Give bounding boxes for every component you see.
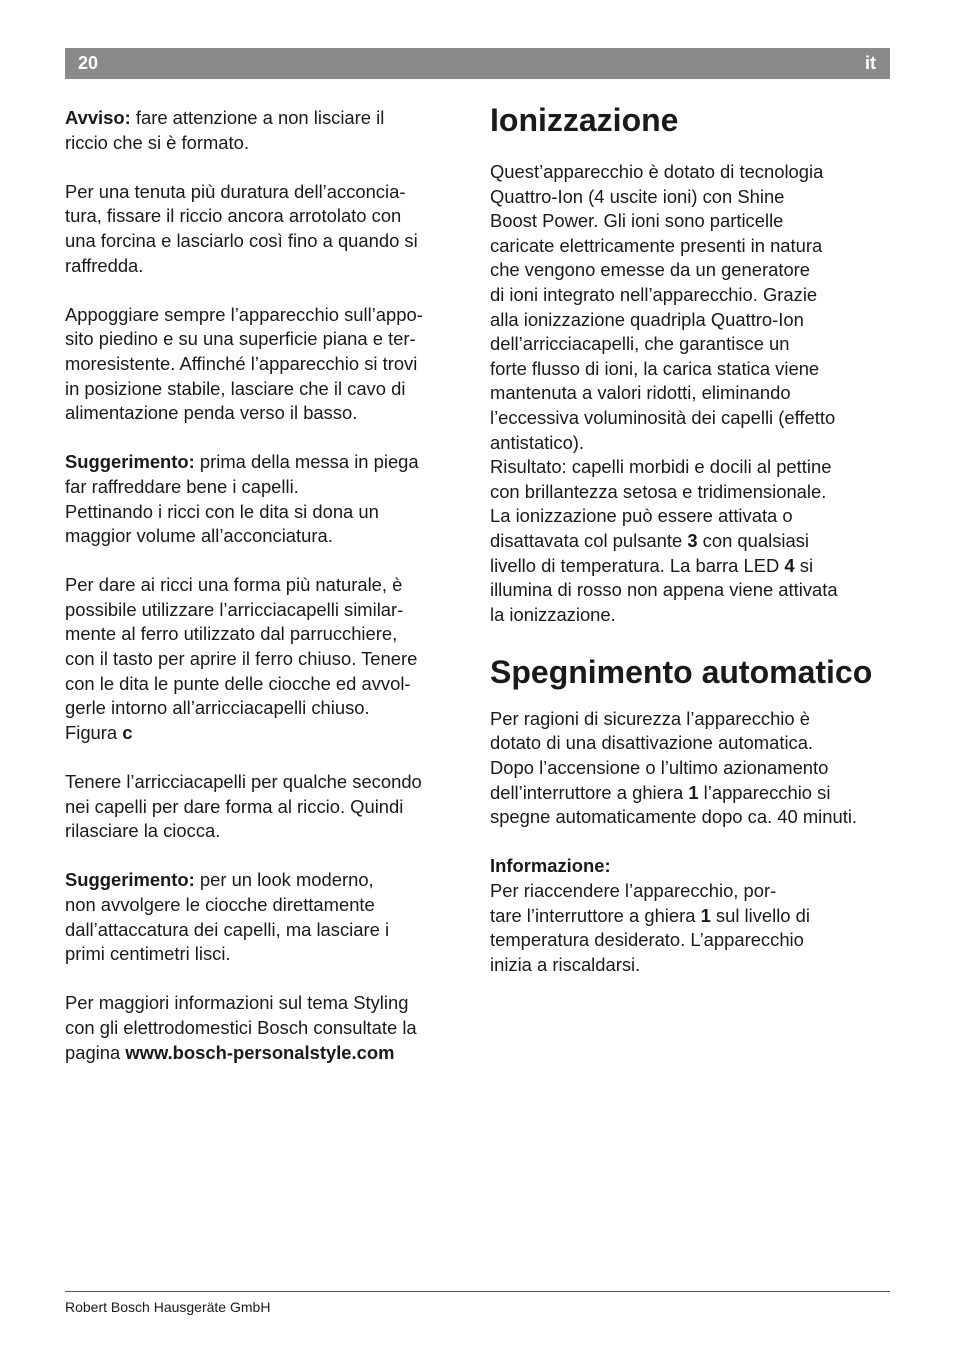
text-line: La ionizzazione può essere attivata o bbox=[490, 505, 793, 527]
paragraph-informazione bbox=[490, 854, 890, 977]
text-line: riccio che si è formato. bbox=[65, 131, 249, 153]
ref-number: 4 bbox=[784, 554, 795, 576]
paragraph-appoggiare bbox=[65, 303, 465, 426]
text-line: maggior volume all’acconciatura. bbox=[65, 525, 333, 547]
left-column bbox=[65, 106, 465, 1065]
text-line: Boost Power. Gli ioni sono particelle bbox=[490, 210, 784, 232]
text-line: Quest’apparecchio è dotato di tecnologia bbox=[490, 161, 824, 182]
text: tare l’interruttore a ghiera bbox=[490, 904, 701, 926]
text-line: dotato di una disattivazione automatica. bbox=[490, 732, 814, 754]
ref-number: 3 bbox=[687, 529, 698, 551]
text-line: gerle intorno all’arricciacapelli chiuso. bbox=[65, 697, 370, 719]
label-suggerimento: Suggerimento: bbox=[65, 451, 195, 473]
text-line: dell’arricciacapelli, che garantisce un bbox=[490, 333, 790, 355]
text-line: Per maggiori informazioni sul tema Styling bbox=[65, 992, 409, 1014]
text-line: la ionizzazione. bbox=[490, 603, 616, 625]
text-line: caricate elettricamente presenti in natura bbox=[490, 234, 823, 256]
text-line: primi centimetri lisci. bbox=[65, 943, 231, 965]
text: si bbox=[794, 554, 814, 576]
paragraph-avviso bbox=[65, 106, 465, 155]
text-line: temperatura desiderato. L’apparecchio bbox=[490, 929, 804, 951]
text-line: alla ionizzazione quadripla Quattro-Ion bbox=[490, 308, 804, 330]
text: Figura bbox=[65, 721, 123, 743]
text-line: alimentazione penda verso il basso. bbox=[65, 402, 358, 424]
heading-spegnimento: Spegnimento automatico bbox=[490, 653, 873, 690]
label-informazione: Informazione: bbox=[490, 855, 611, 877]
text-line: con le dita le punte delle ciocche ed avvol- bbox=[65, 672, 411, 694]
text-line: forte flusso di ioni, la carica statica viene bbox=[490, 357, 820, 379]
text-line: illumina di rosso non appena viene attivata bbox=[490, 579, 838, 601]
text-line: Per riaccendere l’apparecchio, por- bbox=[490, 880, 777, 902]
text-line: spegne automaticamente dopo ca. 40 minuti. bbox=[490, 806, 858, 828]
text-line: moresistente. Affinché l’apparecchio si trovi bbox=[65, 352, 418, 374]
text-line: possibile utilizzare l’arricciacapelli similar- bbox=[65, 598, 404, 620]
text-line: raffredda. bbox=[65, 254, 144, 276]
text-line: che vengono emesse da un generatore bbox=[490, 259, 811, 281]
text-line: in posizione stabile, lasciare che il cavo di bbox=[65, 377, 406, 399]
right-column bbox=[490, 102, 890, 977]
paragraph-ionizzazione bbox=[490, 160, 890, 627]
page-header-bar bbox=[65, 48, 890, 79]
heading-ionizzazione: Ionizzazione bbox=[490, 102, 679, 138]
text-line: mantenuta a valori ridotti, eliminando bbox=[490, 382, 791, 404]
text-line: Per ragioni di sicurezza l’apparecchio è bbox=[490, 707, 810, 729]
text-line: non avvolgere le ciocche direttamente bbox=[65, 894, 375, 915]
website-link[interactable]: www.bosch-personalstyle.com bbox=[125, 1041, 395, 1063]
text-line: Per dare ai ricci una forma più naturale, è bbox=[65, 574, 403, 596]
text-line: una forcina e lasciarlo così fino a quando si bbox=[65, 229, 418, 251]
text-line: Dopo l’accensione o l’ultimo azionamento bbox=[490, 757, 829, 779]
text-line: Quattro-Ion (4 uscite ioni) con Shine bbox=[490, 185, 785, 207]
text-line: con gli elettrodomestici Bosch consultate la bbox=[65, 1016, 417, 1038]
paragraph-suggerimento-1 bbox=[65, 450, 465, 548]
paragraph-tenere bbox=[65, 770, 465, 844]
footer-divider bbox=[65, 1291, 890, 1292]
paragraph-suggerimento-2 bbox=[65, 868, 465, 966]
text-line: Tenere l’arricciacapelli per qualche secondo bbox=[65, 771, 422, 793]
text-line: Risultato: capelli morbidi e docili al pettine bbox=[490, 456, 832, 478]
text: fare attenzione a non lisciare il bbox=[130, 107, 385, 128]
text: l’apparecchio si bbox=[698, 781, 831, 803]
text-line: antistatico). bbox=[490, 431, 585, 453]
language-code: it bbox=[865, 53, 876, 73]
text-line: dall’attaccatura dei capelli, ma lasciare i bbox=[65, 918, 390, 940]
text-line: rilasciare la ciocca. bbox=[65, 820, 221, 842]
text: pagina bbox=[65, 1041, 126, 1063]
text: con qualsiasi bbox=[697, 529, 809, 551]
ref-number: 1 bbox=[700, 904, 711, 926]
page-number: 20 bbox=[78, 53, 99, 73]
paragraph-tenuta bbox=[65, 180, 465, 278]
text-line: tura, fissare il riccio ancora arrotolato con bbox=[65, 205, 402, 227]
figure-ref: c bbox=[122, 721, 133, 743]
footer-company: Robert Bosch Hausgeräte GmbH bbox=[65, 1299, 271, 1315]
paragraph-spegnimento bbox=[490, 707, 890, 830]
text: livello di temperatura. La barra LED bbox=[490, 554, 785, 576]
text-line: mente al ferro utilizzato dal parrucchiere, bbox=[65, 623, 398, 645]
text: dell’interruttore a ghiera bbox=[490, 781, 689, 803]
text-line: Per una tenuta più duratura dell’acconcia- bbox=[65, 180, 406, 202]
text-line: far raffreddare bene i capelli. bbox=[65, 475, 299, 497]
text-line: di ioni integrato nell’apparecchio. Grazie bbox=[490, 283, 818, 305]
text-line: con il tasto per aprire il ferro chiuso. Tenere bbox=[65, 648, 418, 670]
paragraph-info-styling bbox=[65, 991, 465, 1065]
label-avviso: Avviso: bbox=[65, 107, 131, 128]
text-line: inizia a riscaldarsi. bbox=[490, 953, 641, 975]
text-line: Pettinando i ricci con le dita si dona un bbox=[65, 500, 379, 522]
text: sul livello di bbox=[710, 904, 810, 926]
text: per un look moderno, bbox=[194, 869, 374, 891]
text-line: sito piedino e su una superficie piana e ter- bbox=[65, 328, 416, 350]
text: prima della messa in piega bbox=[194, 451, 419, 473]
label-suggerimento: Suggerimento: bbox=[65, 869, 195, 891]
text-line: l’eccessiva voluminosità dei capelli (effetto bbox=[490, 406, 836, 428]
text-line: con brillantezza setosa e tridimensionale. bbox=[490, 480, 827, 502]
paragraph-forma-naturale bbox=[65, 573, 465, 745]
text-line: Appoggiare sempre l’apparecchio sull’appo- bbox=[65, 303, 423, 325]
ref-number: 1 bbox=[688, 781, 699, 803]
text-line: nei capelli per dare forma al riccio. Quindi bbox=[65, 795, 404, 817]
text: disattavata col pulsante bbox=[490, 529, 688, 551]
